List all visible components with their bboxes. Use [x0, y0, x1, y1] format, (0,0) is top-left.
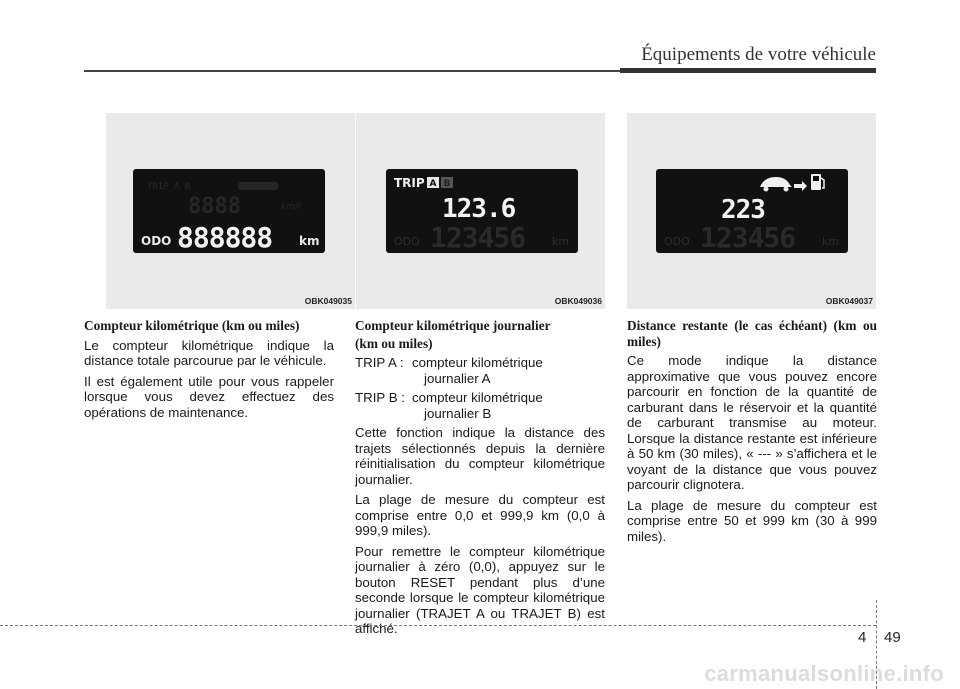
lcd-trip-b: B: [443, 179, 451, 189]
lcd-unit: km: [299, 234, 320, 248]
paragraph: Le compteur kilométrique indique la distance totale parcourue par le véhicule.: [84, 337, 334, 368]
lcd-odo-label: ODO: [141, 234, 172, 248]
lcd-range-value: 223: [721, 195, 765, 225]
lcd-unit-ghost: km: [822, 235, 840, 248]
trip-a-label: TRIP A :: [355, 355, 404, 370]
arrow-icon: [794, 181, 807, 191]
trip-a-desc: compteur kilométrique: [412, 355, 543, 370]
trip-a-desc-line2: journalier A: [424, 370, 491, 386]
paragraph: Ce mode indique la distance approximative que vous pouvez encore parcourir en fonction de la quantité de carburant dans le réservoir et la quantité de carburant transmise au moteur. Lorsque la distance restante est inférieure à 50 km (30 miles), « --- » s’affichera et le voyant de la distance que vous pouvez parcourir clignotera.: [627, 353, 877, 492]
header-title: Équipements de votre véhicule: [641, 44, 876, 65]
lcd-display-odometer: [133, 169, 325, 253]
column-tripmeter: [355, 318, 605, 642]
header-rule-accent: [620, 68, 876, 73]
lcd-odo-ghost-value: 123456: [700, 221, 796, 253]
lcd-ghost-unit: km/l: [281, 202, 301, 212]
footer-rule: [0, 625, 876, 626]
section-heading: Compteur kilométrique (km ou miles): [84, 318, 300, 333]
trip-a-definition: [355, 355, 605, 386]
section-heading: Compteur kilométrique journalier: [355, 318, 551, 333]
lcd-trip-label: TRIP: [394, 176, 425, 190]
figure-trip: [356, 113, 605, 309]
paragraph: Il est également utile pour vous rappeler lorsque vous devez effectuez des opérations de maintenance.: [84, 373, 334, 420]
chapter-number: 4: [858, 629, 867, 646]
paragraph: Cette fonction indique la distance des trajets sélectionnés depuis la dernière réinitialisation du compteur kilométrique journalier.: [355, 425, 605, 487]
lcd-display-range: [656, 169, 848, 253]
paragraph: La plage de mesure du compteur est comprise entre 0,0 et 999,9 km (0,0 à 999,9 miles).: [355, 492, 605, 538]
figure-distance-to-empty: [627, 113, 876, 309]
figure-code: OBK049036: [554, 296, 602, 306]
column-distance-to-empty: [627, 318, 877, 549]
section-subheading: (km ou miles): [355, 335, 433, 351]
fuel-pump-icon: [811, 174, 824, 190]
page-number: 49: [884, 629, 901, 646]
figure-code: OBK049037: [825, 296, 873, 306]
figure-odometer: [106, 113, 355, 309]
lcd-ghost-mid: 8888: [188, 194, 241, 219]
trip-b-definition: [355, 390, 605, 421]
column-odometer: [84, 318, 334, 425]
lcd-trip-value: 123.6: [442, 194, 516, 224]
lcd-display-trip: [386, 169, 578, 253]
section-heading: Distance restante (le cas échéant) (km ou miles): [627, 318, 877, 349]
lcd-trip-a: A: [429, 179, 437, 189]
figure-code: OBK049035: [304, 296, 352, 306]
trip-b-label: TRIP B :: [355, 390, 405, 405]
lcd-odo-ghost-value: 123456: [430, 221, 526, 253]
lcd-unit-ghost: km: [552, 235, 570, 248]
trip-b-desc-line2: journalier B: [424, 405, 492, 421]
lcd-odo-value: 888888: [177, 221, 273, 253]
lcd-odo-ghost-label: ODO: [394, 235, 420, 248]
watermark: carmanualsonline.info: [704, 661, 944, 686]
trip-b-desc: compteur kilométrique: [412, 390, 543, 405]
paragraph: La plage de mesure du compteur est comprise entre 50 et 999 km (30 à 999 miles).: [627, 497, 877, 544]
lcd-ghost-top: TRIP A B: [147, 182, 191, 192]
car-icon: [760, 177, 792, 192]
lcd-odo-ghost-label: ODO: [664, 235, 690, 248]
paragraph: Pour remettre le compteur kilométrique journalier à zéro (0,0), appuyez sur le bouton RESET pendant plus d’une seconde lorsque le compteur kilométrique journalier (TRAJET A ou TRAJET B) est affiché.: [355, 543, 605, 636]
